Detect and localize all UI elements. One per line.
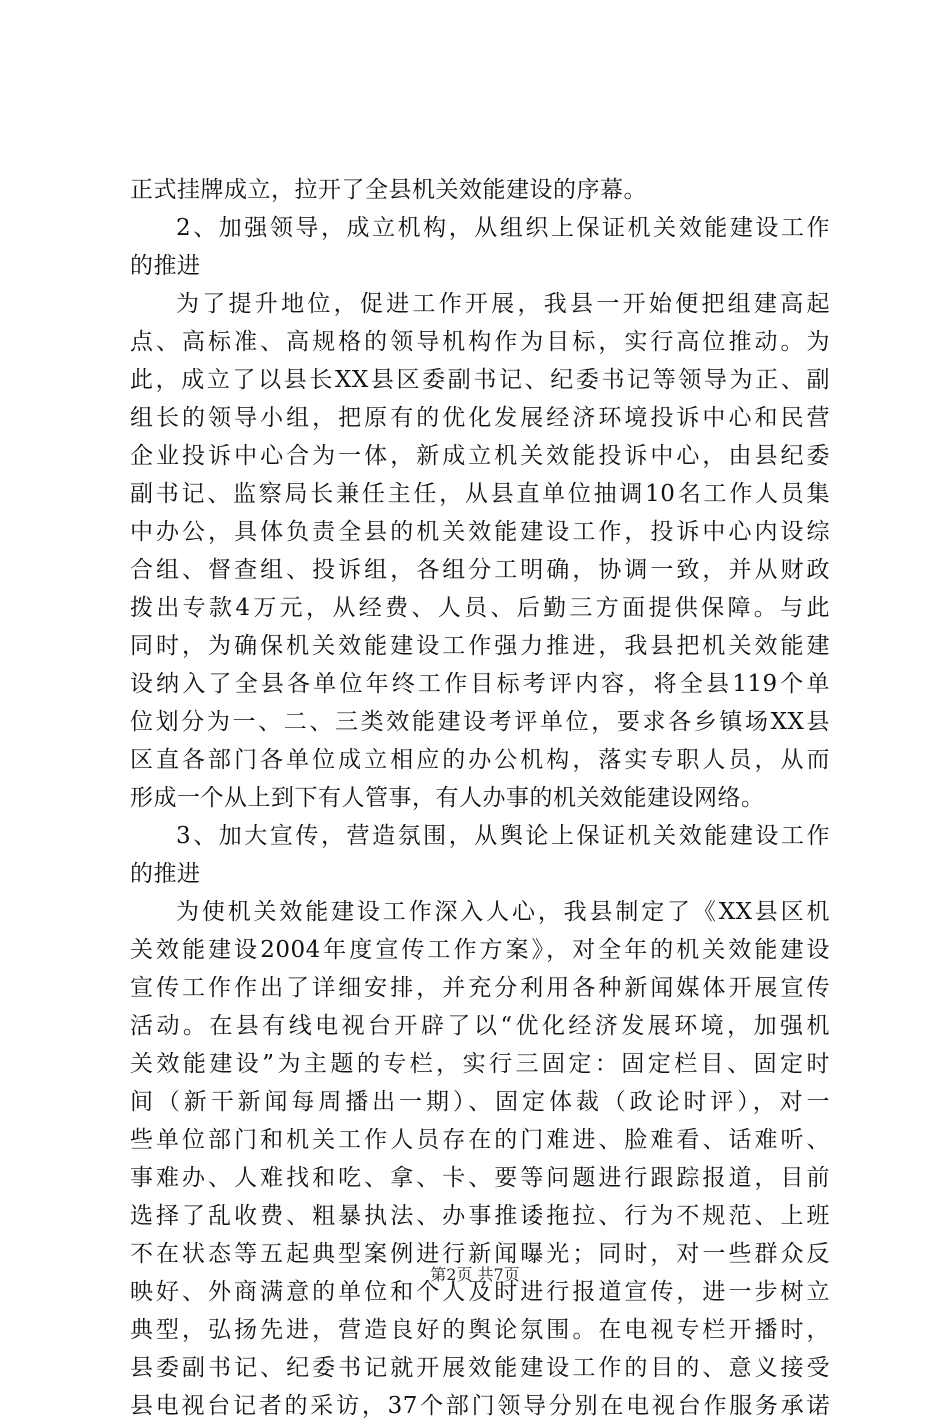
text-line: 形成一个从上到下有人管事，有人办事的机关效能建设网络。 — [130, 785, 765, 811]
document-body — [130, 171, 830, 1425]
text-line: 不在状态等五起典型案例进行新闻曝光；同时，对一些群众反 — [130, 1241, 830, 1267]
text-line: 设纳入了全县各单位年终工作目标考评内容，将全县119个单 — [130, 671, 830, 697]
text-line: 事难办、人难找和吃、拿、卡、要等问题进行跟踪报道，目前 — [130, 1165, 830, 1191]
text-line: 同时，为确保机关效能建设工作强力推进，我县把机关效能建 — [130, 633, 830, 659]
page-footer: 第2页 共7页 — [430, 1265, 520, 1284]
text-line: 副书记、监察局长兼任主任，从县直单位抽调10名工作人员集 — [130, 481, 830, 507]
text-line: 区直各部门各单位成立相应的办公机构，落实专职人员，从而 — [130, 747, 830, 773]
text-line: 的推进 — [130, 253, 201, 279]
text-line: 3、加大宣传，营造氛围，从舆论上保证机关效能建设工作 — [176, 823, 830, 849]
text-line: 为了提升地位，促进工作开展，我县一开始便把组建高起 — [176, 291, 830, 317]
text-line: 此，成立了以县长XX县区委副书记、纪委书记等领导为正、副 — [130, 367, 830, 393]
text-line: 关效能建设”为主题的专栏，实行三固定：固定栏目、固定时 — [130, 1051, 830, 1077]
text-line: 点、高标准、高规格的领导机构作为目标，实行高位推动。为 — [130, 329, 830, 355]
text-line: 拨出专款4万元，从经费、人员、后勤三方面提供保障。与此 — [130, 595, 830, 621]
text-line: 选择了乱收费、粗暴执法、办事推诿拖拉、行为不规范、上班 — [130, 1203, 830, 1229]
text-line: 正式挂牌成立，拉开了全县机关效能建设的序幕。 — [130, 177, 647, 203]
text-line: 的推进 — [130, 861, 201, 887]
text-line: 县电视台记者的采访，37个部门领导分别在电视台作服务承诺 — [130, 1393, 830, 1419]
text-line: 组长的领导小组，把原有的优化发展经济环境投诉中心和民营 — [130, 405, 830, 431]
text-line: 宣传工作作出了详细安排，并充分利用各种新闻媒体开展宣传 — [130, 975, 830, 1001]
text-line: 企业投诉中心合为一体，新成立机关效能投诉中心，由县纪委 — [130, 443, 830, 469]
text-line: 2、加强领导，成立机构，从组织上保证机关效能建设工作 — [176, 215, 830, 241]
text-line: 些单位部门和机关工作人员存在的门难进、脸难看、话难听、 — [130, 1127, 830, 1153]
text-line: 间（新干新闻每周播出一期）、固定体裁（政论时评），对一 — [130, 1089, 830, 1115]
text-line: 关效能建设2004年度宣传工作方案》，对全年的机关效能建设 — [130, 937, 830, 963]
text-line: 活动。在县有线电视台开辟了以“优化经济发展环境，加强机 — [130, 1013, 830, 1039]
text-line: 合组、督查组、投诉组，各组分工明确，协调一致，并从财政 — [130, 557, 830, 583]
text-line: 典型，弘扬先进，营造良好的舆论氛围。在电视专栏开播时， — [130, 1317, 830, 1343]
text-line: 为使机关效能建设工作深入人心，我县制定了《XX县区机 — [176, 899, 830, 925]
text-line: 县委副书记、纪委书记就开展效能建设工作的目的、意义接受 — [130, 1355, 830, 1381]
text-line: 位划分为一、二、三类效能建设考评单位，要求各乡镇场XX县 — [130, 709, 830, 735]
text-line: 中办公，具体负责全县的机关效能建设工作，投诉中心内设综 — [130, 519, 830, 545]
text-line: 映好、外商满意的单位和个人及时进行报道宣传，进一步树立 — [130, 1279, 830, 1305]
